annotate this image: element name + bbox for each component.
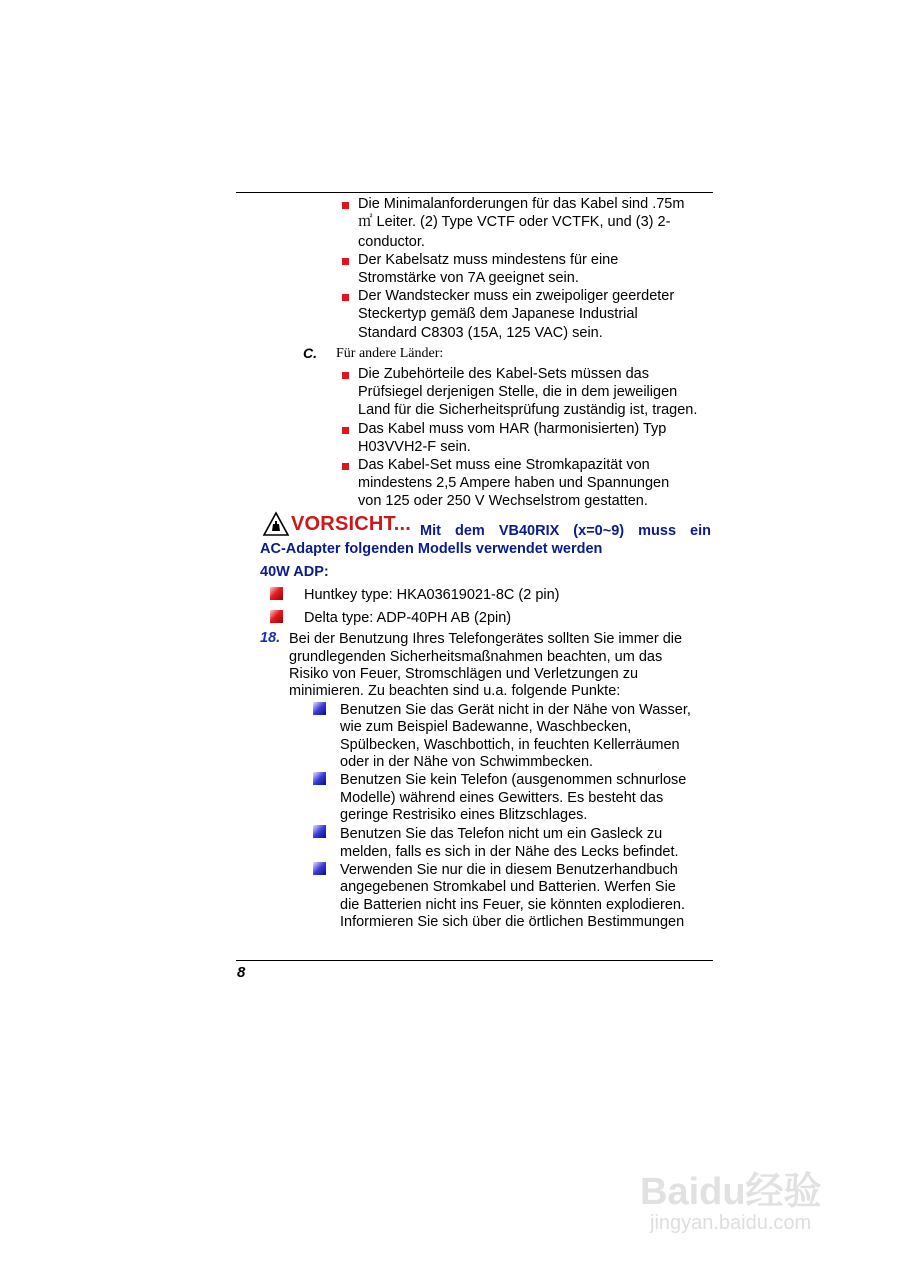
- top-rule: [236, 192, 713, 193]
- warning-hand-icon: [262, 511, 290, 537]
- bullet-icon: [342, 372, 349, 379]
- bullet-line: Stromstärke von 7A geeignet sein.: [358, 270, 579, 286]
- adapter-item: Delta type: ADP-40PH AB (2pin): [304, 610, 512, 626]
- bullet-icon: [342, 463, 349, 470]
- bottom-rule: [236, 960, 713, 961]
- bullet-icon: [342, 202, 349, 209]
- watermark-logo: Baidu经验: [640, 1171, 822, 1213]
- watermark-url: jingyan.baidu.com: [650, 1212, 812, 1234]
- paragraph-line: grundlegenden Sicherheitsmaßnahmen beachten, um das: [289, 649, 663, 665]
- bullet-line: oder in der Nähe von Schwimmbecken.: [340, 754, 594, 770]
- bullet-line: Der Wandstecker muss ein zweipoliger geerdeter: [358, 288, 675, 304]
- page-number: 8: [237, 964, 246, 981]
- bullet-line: die Batterien nicht ins Feuer, sie könnten explodieren.: [340, 897, 685, 913]
- section-letter: C.: [303, 345, 317, 361]
- bullet-icon: [313, 772, 326, 785]
- bullet-line: Benutzen Sie das Telefon nicht um ein Gasleck zu: [340, 826, 663, 842]
- bullet-line: Steckertyp gemäß dem Japanese Industrial: [358, 306, 638, 322]
- bullet-line: melden, falls es sich in der Nähe des Lecks befindet.: [340, 844, 679, 860]
- bullet-line: geringe Restrisiko eines Blitzschlages.: [340, 807, 588, 823]
- bullet-icon: [313, 862, 326, 875]
- caution-title: VORSICHT...: [291, 513, 411, 535]
- adapter-item: Huntkey type: HKA03619021-8C (2 pin): [304, 587, 560, 603]
- bullet-line: Land für die Sicherheitsprüfung zuständig ist, tragen.: [358, 402, 698, 418]
- bullet-line: angegebenen Stromkabel und Batterien. Werfen Sie: [340, 879, 676, 895]
- item-number: 18.: [260, 630, 281, 646]
- bullet-line: Die Minimalanforderungen für das Kabel sind .75m: [358, 196, 685, 212]
- bullet-line: Benutzen Sie kein Telefon (ausgenommen schnurlose: [340, 772, 687, 788]
- bullet-icon: [270, 587, 283, 600]
- bullet-line: conductor.: [358, 234, 425, 250]
- bullet-line: Das Kabel-Set muss eine Stromkapazität von: [358, 457, 650, 473]
- bullet-line: Das Kabel muss vom HAR (harmonisierten) Typ: [358, 421, 667, 437]
- bullet-icon: [342, 294, 349, 301]
- bullet-line: Spülbecken, Waschbottich, in feuchten Kellerräumen: [340, 737, 680, 753]
- caution-text: AC-Adapter folgenden Modells verwendet werden: [260, 541, 603, 557]
- bullet-line: Informieren Sie sich über die örtlichen Bestimmungen: [340, 914, 685, 930]
- bullet-line: wie zum Beispiel Badewanne, Waschbecken,: [340, 719, 632, 735]
- bullet-icon: [313, 825, 326, 838]
- bullet-line: Die Zubehörteile des Kabel-Sets müssen das: [358, 366, 649, 382]
- caution-text: Mit dem VB40RIX (x=0~9) muss ein: [420, 523, 711, 539]
- bullet-line: Modelle) während eines Gewitters. Es besteht das: [340, 790, 664, 806]
- bullet-line: H03VVH2-F sein.: [358, 439, 471, 455]
- bullet-line: Verwenden Sie nur die in diesem Benutzerhandbuch: [340, 862, 678, 878]
- paragraph-line: Risiko von Feuer, Stromschlägen und Verletzungen zu: [289, 666, 639, 682]
- caution-text: 40W ADP:: [260, 564, 329, 580]
- bullet-line: Benutzen Sie das Gerät nicht in der Nähe von Wasser,: [340, 702, 691, 718]
- bullet-line: mindestens 2,5 Ampere haben und Spannungen: [358, 475, 670, 491]
- bullet-line: Standard C8303 (15A, 125 VAC) sein.: [358, 325, 603, 341]
- bullet-line: Der Kabelsatz muss mindestens für eine: [358, 252, 619, 268]
- bullet-icon: [313, 702, 326, 715]
- bullet-icon: [270, 610, 283, 623]
- bullet-icon: [342, 258, 349, 265]
- paragraph-line: Bei der Benutzung Ihres Telefongerätes sollten Sie immer die: [289, 631, 683, 647]
- bullet-icon: [342, 427, 349, 434]
- bullet-line: von 125 oder 250 V Wechselstrom gestatten.: [358, 493, 648, 509]
- paragraph-line: minimieren. Zu beachten sind u.a. folgende Punkte:: [289, 683, 621, 699]
- bullet-line: Prüfsiegel derjenigen Stelle, die in dem jeweiligen: [358, 384, 678, 400]
- bullet-line: ㎡ Leiter. (2) Type VCTF oder VCTFK, und (3) 2-: [358, 214, 671, 230]
- section-heading: Für andere Länder:: [336, 346, 444, 361]
